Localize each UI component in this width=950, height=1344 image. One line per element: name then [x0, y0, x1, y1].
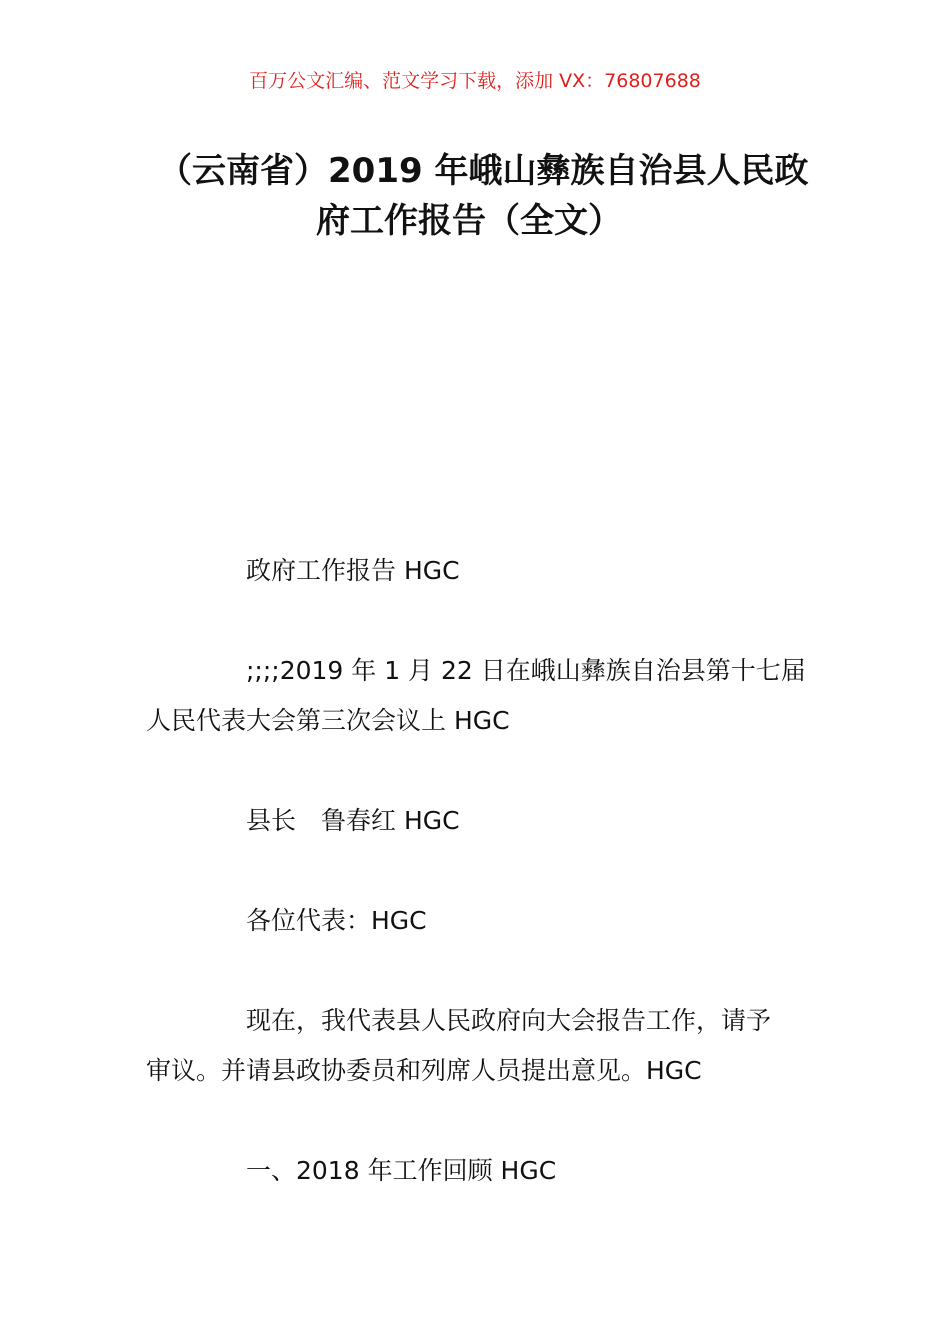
paragraph-line: 审议。并请县政协委员和列席人员提出意见。HGC — [146, 1056, 702, 1085]
paragraph-introduction — [146, 996, 810, 1096]
paragraph-line: 政府工作报告 HGC — [246, 556, 460, 585]
paragraph-meeting-date — [146, 646, 810, 746]
watermark-banner: 百万公文汇编、范文学习下载，添加 VX：76807688 — [249, 70, 701, 92]
paragraph-speaker — [146, 796, 810, 846]
paragraph-line: ;;;;2019 年 1 月 22 日在峨山彝族自治县第十七届 — [246, 656, 806, 685]
paragraph-line: 现在，我代表县人民政府向大会报告工作，请予 — [246, 1006, 772, 1035]
document-title-line-2: 府工作报告（全文） — [316, 201, 622, 241]
paragraph-salutation — [146, 896, 810, 946]
paragraph-report-label — [146, 546, 810, 596]
section-heading-review — [146, 1146, 810, 1196]
paragraph-line: 各位代表：HGC — [246, 906, 427, 935]
document-title-line-1: （云南省）2019 年峨山彝族自治县人民政 — [158, 151, 809, 191]
paragraph-line: 一、2018 年工作回顾 HGC — [246, 1156, 557, 1185]
paragraph-line: 县长 鲁春红 HGC — [246, 806, 460, 835]
paragraph-line: 人民代表大会第三次会议上 HGC — [146, 706, 510, 735]
